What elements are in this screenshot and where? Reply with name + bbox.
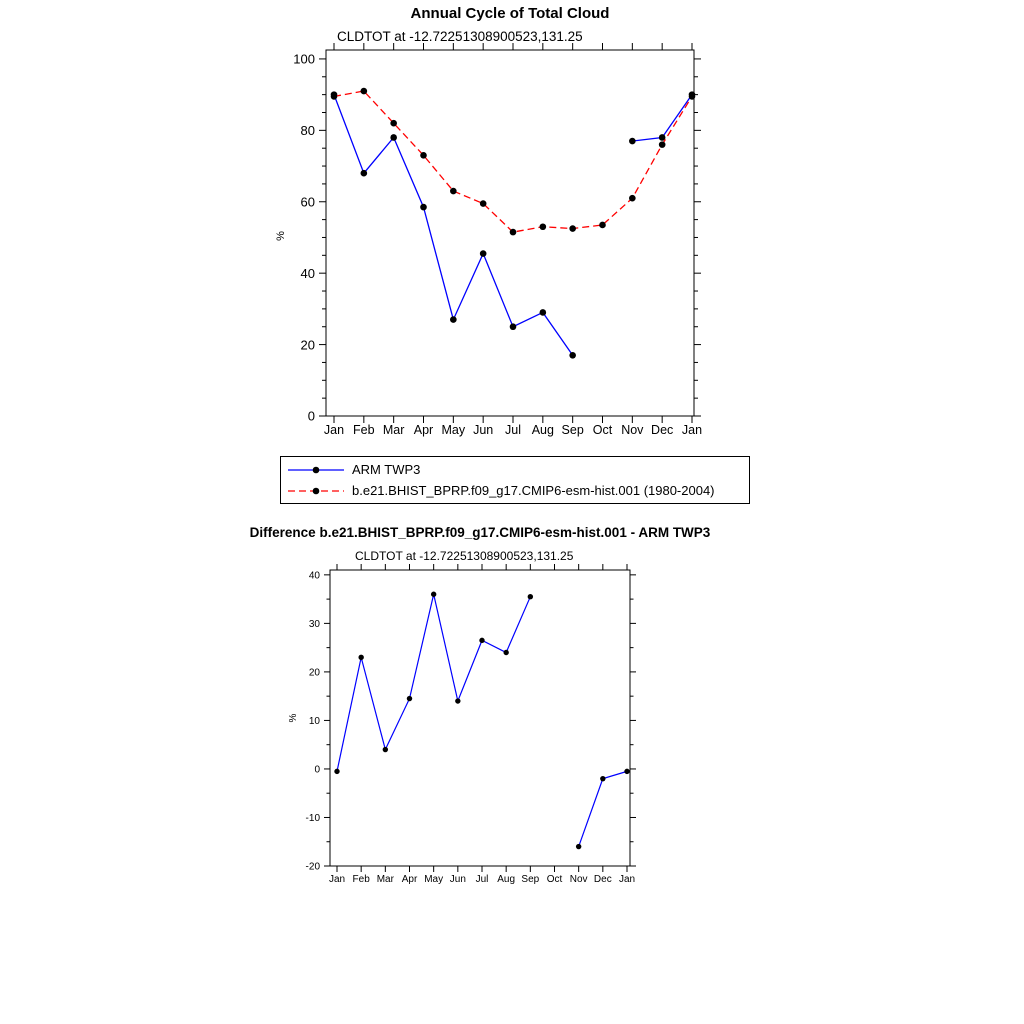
svg-text:60: 60 <box>300 194 315 210</box>
svg-text:Sep: Sep <box>521 874 540 885</box>
svg-text:Jan: Jan <box>328 874 346 885</box>
svg-text:-20: -20 <box>305 861 320 873</box>
legend-line-sample-model <box>286 483 346 499</box>
legend-box <box>280 456 750 504</box>
svg-text:Mar: Mar <box>382 423 405 437</box>
svg-text:Nov: Nov <box>621 423 644 437</box>
svg-text:40: 40 <box>300 265 315 281</box>
svg-text:Jan: Jan <box>618 874 636 885</box>
main-y-axis-label: % <box>275 231 287 241</box>
svg-text:Feb: Feb <box>352 874 370 885</box>
svg-text:80: 80 <box>300 123 315 139</box>
svg-text:Apr: Apr <box>413 423 434 437</box>
legend-label-obs: ARM TWP3 <box>352 462 421 477</box>
svg-text:May: May <box>441 423 466 437</box>
svg-text:0: 0 <box>314 764 320 776</box>
svg-text:Jun: Jun <box>449 874 466 885</box>
svg-text:Jul: Jul <box>475 874 489 885</box>
difference-chart <box>0 520 1024 920</box>
diff-plot-area <box>306 564 636 885</box>
svg-text:Oct: Oct <box>546 874 563 885</box>
svg-text:Dec: Dec <box>593 874 612 885</box>
svg-text:Oct: Oct <box>592 423 613 437</box>
svg-text:20: 20 <box>308 667 320 679</box>
main-plot-area <box>293 43 702 437</box>
legend-label-model: b.e21.BHIST_BPRP.f09_g17.CMIP6-esm-hist.001 (1980-2004) <box>352 483 715 498</box>
annual-cycle-chart <box>0 0 1024 456</box>
diff-chart-subtitle: CLDTOT at -12.72251308900523,131.25 <box>355 549 574 563</box>
svg-text:Apr: Apr <box>401 874 418 885</box>
svg-text:Aug: Aug <box>497 874 516 885</box>
svg-text:Nov: Nov <box>569 874 588 885</box>
main-chart-subtitle: CLDTOT at -12.72251308900523,131.25 <box>337 29 583 44</box>
legend-item-model <box>286 481 744 500</box>
legend-item-arm-twp3 <box>286 460 744 479</box>
svg-text:-10: -10 <box>305 813 320 825</box>
svg-text:100: 100 <box>293 51 315 67</box>
svg-text:May: May <box>424 874 444 885</box>
svg-text:Dec: Dec <box>651 423 674 437</box>
svg-text:Feb: Feb <box>353 423 375 437</box>
svg-text:Jun: Jun <box>473 423 494 437</box>
svg-text:0: 0 <box>307 408 315 424</box>
svg-text:10: 10 <box>308 716 320 728</box>
legend-line-sample-obs <box>286 462 346 478</box>
main-chart-title: Annual Cycle of Total Cloud <box>410 5 610 22</box>
svg-text:20: 20 <box>300 337 315 353</box>
svg-text:Sep: Sep <box>561 423 584 437</box>
diff-y-axis-label: % <box>288 713 299 723</box>
svg-text:Mar: Mar <box>376 874 394 885</box>
svg-text:Aug: Aug <box>531 423 554 437</box>
svg-text:Jan: Jan <box>323 423 345 437</box>
svg-text:30: 30 <box>308 618 320 630</box>
svg-text:Jan: Jan <box>681 423 703 437</box>
diff-chart-title: Difference b.e21.BHIST_BPRP.f09_g17.CMIP6-esm-hist.001 - ARM TWP3 <box>249 525 711 540</box>
svg-text:40: 40 <box>308 570 320 582</box>
svg-text:Jul: Jul <box>505 423 521 437</box>
